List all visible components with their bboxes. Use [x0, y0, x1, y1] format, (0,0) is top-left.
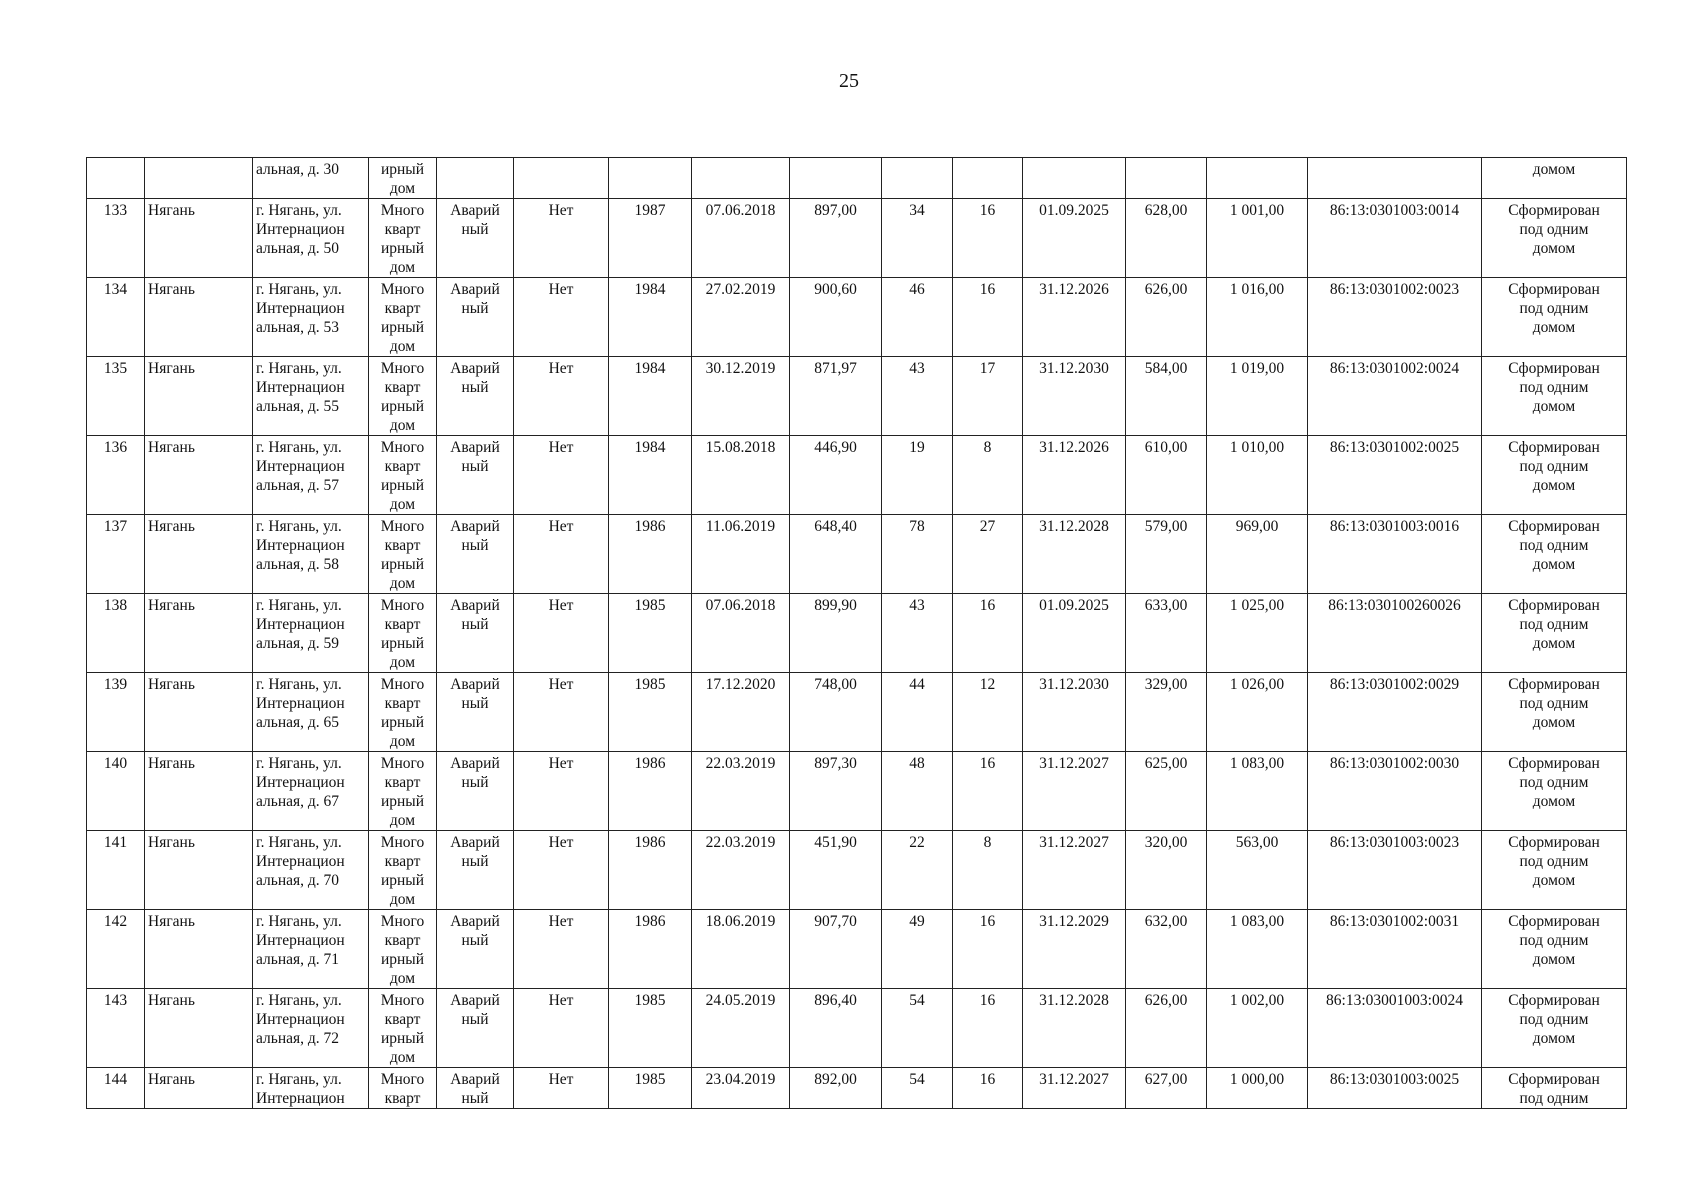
cell-type: Много кварт ирный дом: [369, 910, 437, 989]
cell-status: Аварий ный: [437, 199, 514, 278]
cell-area: 907,70: [790, 910, 882, 989]
cell-city: Нягань: [145, 752, 253, 831]
cell-num: 133: [87, 199, 145, 278]
cell-flag: Нет: [514, 1068, 609, 1109]
cell-date: 15.08.2018: [692, 436, 790, 515]
page-number: 25: [839, 70, 859, 92]
cell-deadline: 31.12.2030: [1023, 357, 1126, 436]
cell-people: 78: [882, 515, 953, 594]
cell-address: г. Нягань, ул. Интернацион альная, д. 71: [253, 910, 369, 989]
table-row: [87, 436, 1627, 515]
cell-apartments: [953, 158, 1023, 199]
cell-cadastral: 86:13:0301002:0023: [1308, 278, 1482, 357]
cell-apartments: 16: [953, 752, 1023, 831]
cell-flag: Нет: [514, 199, 609, 278]
cell-date: 24.05.2019: [692, 989, 790, 1068]
cell-area: 446,90: [790, 436, 882, 515]
cell-flag: Нет: [514, 278, 609, 357]
table-row: [87, 1068, 1627, 1109]
cell-formed: Сформирован под одним домом: [1482, 515, 1627, 594]
housing-registry-table: [86, 157, 1627, 1109]
cell-deadline: 31.12.2026: [1023, 278, 1126, 357]
cell-people: 43: [882, 357, 953, 436]
cell-type: Много кварт ирный дом: [369, 278, 437, 357]
cell-address: г. Нягань, ул. Интернацион альная, д. 58: [253, 515, 369, 594]
cell-status: Аварий ный: [437, 989, 514, 1068]
cell-land-area: 626,00: [1126, 989, 1207, 1068]
cell-deadline: 31.12.2030: [1023, 673, 1126, 752]
cell-year: 1985: [609, 989, 692, 1068]
cell-formed: Сформирован под одним домом: [1482, 989, 1627, 1068]
table-row: [87, 357, 1627, 436]
cell-num: 140: [87, 752, 145, 831]
cell-status: Аварий ный: [437, 910, 514, 989]
cell-city: Нягань: [145, 357, 253, 436]
table-body: [87, 158, 1627, 1109]
cell-status: Аварий ный: [437, 357, 514, 436]
cell-city: Нягань: [145, 673, 253, 752]
cell-num: 141: [87, 831, 145, 910]
cell-cadastral: 86:13:0301002:0024: [1308, 357, 1482, 436]
cell-land-area: 579,00: [1126, 515, 1207, 594]
cell-formed: Сформирован под одним домом: [1482, 910, 1627, 989]
cell-area: 748,00: [790, 673, 882, 752]
cell-flag: Нет: [514, 357, 609, 436]
cell-cost: 1 083,00: [1207, 910, 1308, 989]
cell-date: 30.12.2019: [692, 357, 790, 436]
cell-address: г. Нягань, ул. Интернацион альная, д. 59: [253, 594, 369, 673]
cell-cost: 1 026,00: [1207, 673, 1308, 752]
cell-status: [437, 158, 514, 199]
table-row: [87, 910, 1627, 989]
cell-cost: 1 001,00: [1207, 199, 1308, 278]
cell-cadastral: 86:13:0301003:0023: [1308, 831, 1482, 910]
cell-type: Много кварт ирный дом: [369, 199, 437, 278]
cell-city: Нягань: [145, 831, 253, 910]
cell-cost: 1 016,00: [1207, 278, 1308, 357]
cell-date: 11.06.2019: [692, 515, 790, 594]
cell-status: Аварий ный: [437, 673, 514, 752]
cell-date: 22.03.2019: [692, 752, 790, 831]
cell-deadline: 31.12.2027: [1023, 752, 1126, 831]
cell-formed: домом: [1482, 158, 1627, 199]
cell-year: 1985: [609, 594, 692, 673]
cell-area: 900,60: [790, 278, 882, 357]
cell-cadastral: [1308, 158, 1482, 199]
cell-land-area: 632,00: [1126, 910, 1207, 989]
cell-cost: 1 002,00: [1207, 989, 1308, 1068]
cell-type: ирный дом: [369, 158, 437, 199]
cell-status: Аварий ный: [437, 515, 514, 594]
cell-deadline: 31.12.2026: [1023, 436, 1126, 515]
cell-people: 54: [882, 1068, 953, 1109]
cell-year: 1984: [609, 436, 692, 515]
cell-area: 899,90: [790, 594, 882, 673]
cell-deadline: 31.12.2028: [1023, 515, 1126, 594]
cell-year: 1984: [609, 278, 692, 357]
cell-flag: Нет: [514, 752, 609, 831]
cell-cadastral: 86:13:0301002:0031: [1308, 910, 1482, 989]
table-row: [87, 673, 1627, 752]
cell-apartments: 16: [953, 1068, 1023, 1109]
cell-status: Аварий ный: [437, 752, 514, 831]
cell-apartments: 16: [953, 910, 1023, 989]
cell-num: 137: [87, 515, 145, 594]
cell-area: [790, 158, 882, 199]
cell-cost: 1 083,00: [1207, 752, 1308, 831]
cell-status: Аварий ный: [437, 1068, 514, 1109]
cell-land-area: 625,00: [1126, 752, 1207, 831]
cell-city: Нягань: [145, 910, 253, 989]
cell-flag: [514, 158, 609, 199]
cell-year: 1986: [609, 910, 692, 989]
cell-year: 1987: [609, 199, 692, 278]
cell-apartments: 16: [953, 199, 1023, 278]
cell-num: 134: [87, 278, 145, 357]
cell-year: 1984: [609, 357, 692, 436]
cell-num: 144: [87, 1068, 145, 1109]
cell-cost: 1 019,00: [1207, 357, 1308, 436]
table-row: [87, 989, 1627, 1068]
cell-deadline: [1023, 158, 1126, 199]
cell-address: г. Нягань, ул. Интернацион альная, д. 50: [253, 199, 369, 278]
cell-address: г. Нягань, ул. Интернацион альная, д. 67: [253, 752, 369, 831]
cell-land-area: 320,00: [1126, 831, 1207, 910]
cell-formed: Сформирован под одним домом: [1482, 357, 1627, 436]
cell-year: 1985: [609, 1068, 692, 1109]
cell-cost: [1207, 158, 1308, 199]
cell-date: [692, 158, 790, 199]
cell-city: Нягань: [145, 436, 253, 515]
cell-deadline: 01.09.2025: [1023, 594, 1126, 673]
cell-people: 43: [882, 594, 953, 673]
cell-area: 896,40: [790, 989, 882, 1068]
cell-city: Нягань: [145, 278, 253, 357]
cell-cadastral: 86:13:030100260026: [1308, 594, 1482, 673]
cell-date: 18.06.2019: [692, 910, 790, 989]
cell-year: 1986: [609, 515, 692, 594]
cell-date: 27.02.2019: [692, 278, 790, 357]
cell-num: 136: [87, 436, 145, 515]
cell-city: Нягань: [145, 989, 253, 1068]
cell-type: Много кварт ирный дом: [369, 752, 437, 831]
cell-type: Много кварт ирный дом: [369, 436, 437, 515]
cell-apartments: 8: [953, 436, 1023, 515]
cell-city: Нягань: [145, 515, 253, 594]
cell-formed: Сформирован под одним домом: [1482, 752, 1627, 831]
cell-flag: Нет: [514, 436, 609, 515]
cell-people: 49: [882, 910, 953, 989]
cell-date: 23.04.2019: [692, 1068, 790, 1109]
cell-formed: Сформирован под одним: [1482, 1068, 1627, 1109]
cell-apartments: 16: [953, 989, 1023, 1068]
cell-apartments: 16: [953, 278, 1023, 357]
cell-year: 1985: [609, 673, 692, 752]
table-row: [87, 752, 1627, 831]
cell-address: г. Нягань, ул. Интернацион альная, д. 53: [253, 278, 369, 357]
cell-apartments: 27: [953, 515, 1023, 594]
cell-flag: Нет: [514, 515, 609, 594]
cell-people: 44: [882, 673, 953, 752]
cell-cost: 1 000,00: [1207, 1068, 1308, 1109]
cell-deadline: 31.12.2027: [1023, 1068, 1126, 1109]
cell-year: [609, 158, 692, 199]
cell-cadastral: 86:13:0301002:0030: [1308, 752, 1482, 831]
cell-formed: Сформирован под одним домом: [1482, 831, 1627, 910]
cell-cadastral: 86:13:0301003:0025: [1308, 1068, 1482, 1109]
cell-cadastral: 86:13:0301003:0016: [1308, 515, 1482, 594]
cell-status: Аварий ный: [437, 436, 514, 515]
cell-address: г. Нягань, ул. Интернацион альная, д. 65: [253, 673, 369, 752]
cell-cadastral: 86:13:03001003:0024: [1308, 989, 1482, 1068]
cell-formed: Сформирован под одним домом: [1482, 199, 1627, 278]
cell-formed: Сформирован под одним домом: [1482, 673, 1627, 752]
cell-type: Много кварт ирный дом: [369, 989, 437, 1068]
cell-city: [145, 158, 253, 199]
cell-address: альная, д. 30: [253, 158, 369, 199]
cell-people: 48: [882, 752, 953, 831]
cell-status: Аварий ный: [437, 594, 514, 673]
cell-type: Много кварт: [369, 1068, 437, 1109]
cell-num: [87, 158, 145, 199]
cell-land-area: 584,00: [1126, 357, 1207, 436]
cell-area: 897,00: [790, 199, 882, 278]
cell-formed: Сформирован под одним домом: [1482, 594, 1627, 673]
cell-date: 22.03.2019: [692, 831, 790, 910]
cell-people: 54: [882, 989, 953, 1068]
cell-type: Много кварт ирный дом: [369, 831, 437, 910]
table-row-continued: [87, 158, 1627, 199]
cell-num: 135: [87, 357, 145, 436]
cell-apartments: 16: [953, 594, 1023, 673]
cell-deadline: 31.12.2028: [1023, 989, 1126, 1068]
cell-date: 07.06.2018: [692, 199, 790, 278]
cell-num: 138: [87, 594, 145, 673]
cell-flag: Нет: [514, 673, 609, 752]
cell-formed: Сформирован под одним домом: [1482, 278, 1627, 357]
cell-people: 46: [882, 278, 953, 357]
cell-formed: Сформирован под одним домом: [1482, 436, 1627, 515]
cell-area: 871,97: [790, 357, 882, 436]
cell-apartments: 17: [953, 357, 1023, 436]
cell-year: 1986: [609, 831, 692, 910]
cell-flag: Нет: [514, 594, 609, 673]
cell-deadline: 01.09.2025: [1023, 199, 1126, 278]
cell-flag: Нет: [514, 910, 609, 989]
cell-people: [882, 158, 953, 199]
cell-land-area: 610,00: [1126, 436, 1207, 515]
cell-num: 143: [87, 989, 145, 1068]
cell-cost: 1 010,00: [1207, 436, 1308, 515]
cell-people: 19: [882, 436, 953, 515]
cell-address: г. Нягань, ул. Интернацион альная, д. 57: [253, 436, 369, 515]
cell-flag: Нет: [514, 831, 609, 910]
cell-address: г. Нягань, ул. Интернацион альная, д. 72: [253, 989, 369, 1068]
cell-status: Аварий ный: [437, 278, 514, 357]
cell-status: Аварий ный: [437, 831, 514, 910]
cell-deadline: 31.12.2029: [1023, 910, 1126, 989]
cell-land-area: [1126, 158, 1207, 199]
cell-land-area: 626,00: [1126, 278, 1207, 357]
cell-cost: 1 025,00: [1207, 594, 1308, 673]
table-row: [87, 199, 1627, 278]
cell-people: 34: [882, 199, 953, 278]
cell-city: Нягань: [145, 199, 253, 278]
cell-cadastral: 86:13:0301002:0029: [1308, 673, 1482, 752]
table-row: [87, 278, 1627, 357]
table-row: [87, 515, 1627, 594]
cell-type: Много кварт ирный дом: [369, 673, 437, 752]
table-row: [87, 831, 1627, 910]
cell-area: 897,30: [790, 752, 882, 831]
cell-type: Много кварт ирный дом: [369, 594, 437, 673]
cell-land-area: 627,00: [1126, 1068, 1207, 1109]
cell-type: Много кварт ирный дом: [369, 357, 437, 436]
cell-land-area: 633,00: [1126, 594, 1207, 673]
cell-date: 17.12.2020: [692, 673, 790, 752]
cell-apartments: 8: [953, 831, 1023, 910]
cell-date: 07.06.2018: [692, 594, 790, 673]
cell-city: Нягань: [145, 1068, 253, 1109]
cell-people: 22: [882, 831, 953, 910]
table-row: [87, 594, 1627, 673]
cell-land-area: 628,00: [1126, 199, 1207, 278]
cell-deadline: 31.12.2027: [1023, 831, 1126, 910]
cell-address: г. Нягань, ул. Интернацион альная, д. 70: [253, 831, 369, 910]
cell-area: 451,90: [790, 831, 882, 910]
cell-apartments: 12: [953, 673, 1023, 752]
cell-cost: 969,00: [1207, 515, 1308, 594]
cell-city: Нягань: [145, 594, 253, 673]
cell-area: 648,40: [790, 515, 882, 594]
cell-cost: 563,00: [1207, 831, 1308, 910]
cell-cadastral: 86:13:0301003:0014: [1308, 199, 1482, 278]
cell-num: 139: [87, 673, 145, 752]
cell-land-area: 329,00: [1126, 673, 1207, 752]
cell-cadastral: 86:13:0301002:0025: [1308, 436, 1482, 515]
cell-address: г. Нягань, ул. Интернацион: [253, 1068, 369, 1109]
cell-type: Много кварт ирный дом: [369, 515, 437, 594]
cell-year: 1986: [609, 752, 692, 831]
cell-address: г. Нягань, ул. Интернацион альная, д. 55: [253, 357, 369, 436]
cell-num: 142: [87, 910, 145, 989]
cell-flag: Нет: [514, 989, 609, 1068]
cell-area: 892,00: [790, 1068, 882, 1109]
